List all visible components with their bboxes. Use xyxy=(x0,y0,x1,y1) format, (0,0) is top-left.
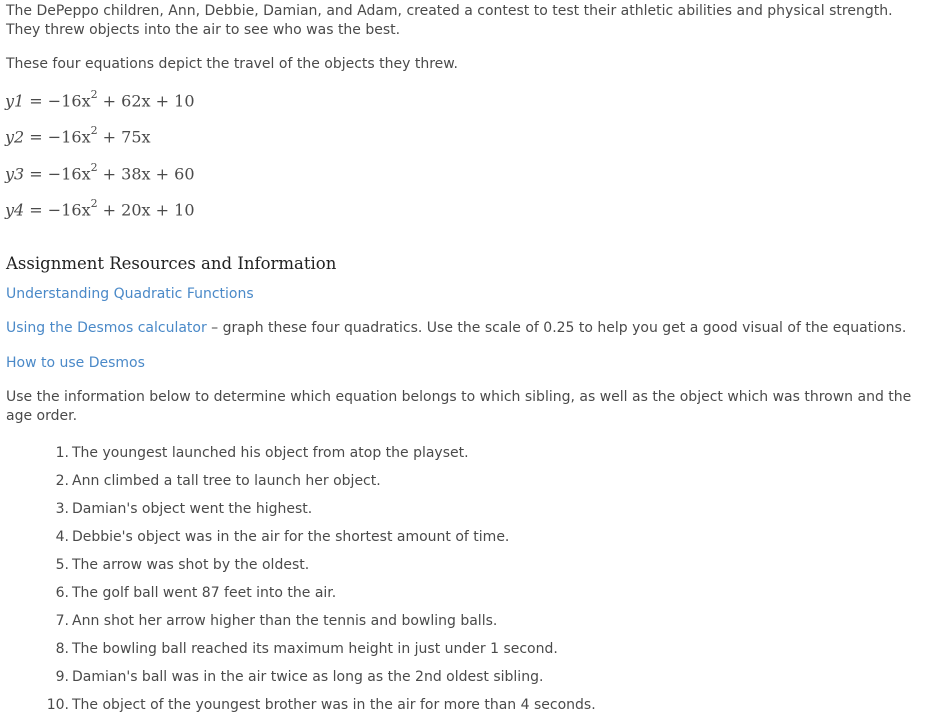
list-item xyxy=(0,582,596,610)
desmos-calculator-description: – graph these four quadratics. Use the scale of 0.25 to help you get a good visual of the equations. xyxy=(206,320,907,336)
equation-rest: + 38x + 60 xyxy=(97,164,195,184)
list-item xyxy=(0,666,596,694)
equation-y2: $y2 = -16x^2 + 75x$ xyxy=(5,124,151,147)
equation-y4: $y4 = -16x^2 + 20x + 10$ xyxy=(5,197,195,220)
clue-number: 9. xyxy=(55,669,69,685)
equation-y3: $y3 = -16x^2 + 38x + 60$ xyxy=(5,161,195,184)
clue-number: 5. xyxy=(55,557,69,573)
list-item xyxy=(0,694,596,722)
clue-number: 4. xyxy=(55,529,69,545)
equation-rest: + 75x xyxy=(97,127,151,147)
resource-row-quadratics xyxy=(6,285,254,304)
clue-text: Ann shot her arrow higher than the tennis and bowling balls. xyxy=(72,613,498,629)
instructions-paragraph: Use the information below to determine which equation belongs to which sibling, as well as the object which was thrown and the age order. xyxy=(6,389,912,424)
equation-lead-term: −16x xyxy=(47,200,91,220)
list-item xyxy=(0,554,596,582)
equation-rest: + 62x + 10 xyxy=(97,91,195,111)
clue-text: Debbie's object was in the air for the shortest amount of time. xyxy=(72,529,510,545)
clue-text: The youngest launched his object from atop the playset. xyxy=(72,445,469,461)
clue-text: Ann climbed a tall tree to launch her object. xyxy=(72,473,381,489)
clue-text: The object of the youngest brother was in the air for more than 4 seconds. xyxy=(72,697,596,713)
list-item xyxy=(0,638,596,666)
equation-exponent: 2 xyxy=(90,124,98,137)
clue-text: The bowling ball reached its maximum height in just under 1 second. xyxy=(72,641,558,657)
list-item xyxy=(0,470,596,498)
equation-lead-term: −16x xyxy=(47,164,91,184)
equation-exponent: 2 xyxy=(90,197,98,210)
clue-list xyxy=(0,442,596,722)
clue-text: Damian's ball was in the air twice as long as the 2nd oldest sibling. xyxy=(72,669,544,685)
equation-exponent: 2 xyxy=(90,161,98,174)
equation-lhs: y1 xyxy=(5,91,25,111)
intro-paragraph: The DePeppo children, Ann, Debbie, Damian, and Adam, created a contest to test their athletic abilities and physical strength. They threw objects into the air to see who was the best. xyxy=(6,3,893,38)
clue-number: 2. xyxy=(55,473,69,489)
equation-lhs: y3 xyxy=(5,164,25,184)
resource-row-how-to-desmos xyxy=(6,354,145,373)
clue-number: 7. xyxy=(55,613,69,629)
clue-number: 10. xyxy=(46,697,69,713)
clue-number: 3. xyxy=(55,501,69,517)
list-item xyxy=(0,610,596,638)
clue-text: Damian's object went the highest. xyxy=(72,501,313,517)
equation-lhs: y4 xyxy=(5,200,25,220)
understanding-quadratics-link[interactable]: Understanding Quadratic Functions xyxy=(6,286,254,302)
clue-number: 8. xyxy=(55,641,69,657)
how-to-use-desmos-link[interactable]: How to use Desmos xyxy=(6,355,145,371)
list-item xyxy=(0,526,596,554)
clue-number: 6. xyxy=(55,585,69,601)
list-item xyxy=(0,442,596,470)
equation-y1: $y1 = -16x^2 + 62x + 10$ xyxy=(5,88,195,111)
equation-rest: + 20x + 10 xyxy=(97,200,195,220)
equation-lhs: y2 xyxy=(5,127,25,147)
resource-row-desmos-calculator xyxy=(6,319,926,338)
equation-lead-term: −16x xyxy=(47,91,91,111)
equations-intro: These four equations depict the travel of the objects they threw. xyxy=(6,56,458,72)
desmos-calculator-link[interactable]: Using the Desmos calculator xyxy=(6,320,207,336)
clue-text: The arrow was shot by the oldest. xyxy=(72,557,310,573)
list-item xyxy=(0,498,596,526)
equation-lead-term: −16x xyxy=(47,127,91,147)
clue-text: The golf ball went 87 feet into the air. xyxy=(72,585,337,601)
equation-exponent: 2 xyxy=(90,88,98,101)
clue-number: 1. xyxy=(55,445,69,461)
resources-heading: Assignment Resources and Information xyxy=(6,254,337,273)
